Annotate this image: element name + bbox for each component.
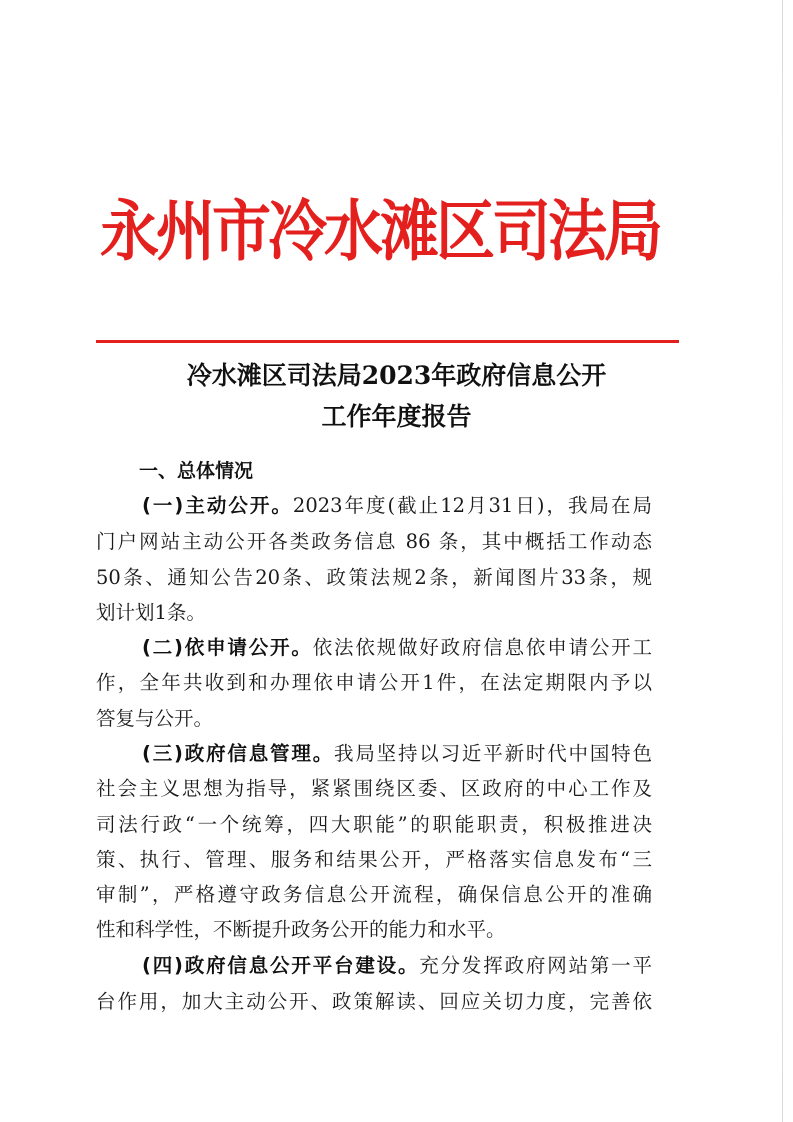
scan-edge-shadow bbox=[782, 0, 783, 1122]
paragraph-3-line-3: 司法行政“一个统筹，四大职能”的职能职责，积极推进决 bbox=[96, 813, 652, 836]
paragraph-3-line-2: 社会主义思想为指导，紧紧围绕区委、区政府的中心工作及 bbox=[96, 777, 652, 800]
paragraph-3-line-1 bbox=[142, 738, 652, 766]
paragraph-4-text: 充分发挥政府网站第一平 bbox=[419, 954, 652, 977]
paragraph-2-line-3: 答复与公开。 bbox=[96, 707, 214, 730]
letterhead-red-rule bbox=[96, 340, 679, 343]
paragraph-2-line-2: 作，全年共收到和办理依申请公开1件，在法定期限内予以 bbox=[96, 671, 652, 694]
paragraph-2-line-1 bbox=[142, 632, 652, 660]
paragraph-4-line-1 bbox=[142, 950, 652, 978]
paragraph-4-label: (四)政府信息公开平台建设。 bbox=[142, 954, 420, 977]
paragraph-1-label: (一)主动公开。 bbox=[142, 494, 293, 517]
paragraph-4-line-2: 台作用，加大主动公开、政策解读、回应关切力度，完善依 bbox=[96, 990, 652, 1013]
paragraph-2-label: (二)依申请公开。 bbox=[142, 636, 313, 659]
paragraph-3-label: (三)政府信息管理。 bbox=[142, 742, 335, 765]
letterhead-org-name: 永州市冷水滩区司法局 bbox=[100, 192, 661, 270]
paragraph-1-line-3: 50条、通知公告20条、政策法规2条，新闻图片33条，规 bbox=[96, 566, 652, 589]
paragraph-3-text: 我局坚持以习近平新时代中国特色 bbox=[334, 742, 652, 765]
paragraph-1-text: 2023年度(截止12月31日)，我局在局 bbox=[292, 494, 653, 517]
paragraph-3-line-6: 性和科学性，不断提升政务公开的能力和水平。 bbox=[96, 918, 506, 941]
paragraph-2-text: 依法依规做好政府信息依申请公开工 bbox=[312, 636, 652, 659]
section-heading-overview: 一、总体情况 bbox=[139, 460, 254, 482]
report-title-line-1: 冷水滩区司法局2023年政府信息公开 bbox=[186, 361, 607, 390]
paragraph-1-line-2: 门户网站主动公开各类政务信息 86 条，其中概括工作动态 bbox=[96, 530, 652, 553]
paragraph-1-line-1 bbox=[142, 490, 652, 518]
paragraph-3-line-5: 审制”，严格遵守政务信息公开流程，确保信息公开的准确 bbox=[96, 883, 652, 906]
paragraph-3-line-4: 策、执行、管理、服务和结果公开，严格落实信息发布“三 bbox=[96, 848, 652, 871]
paragraph-1-line-4: 划计划1条。 bbox=[96, 601, 206, 624]
report-title-line-2: 工作年度报告 bbox=[321, 402, 472, 431]
